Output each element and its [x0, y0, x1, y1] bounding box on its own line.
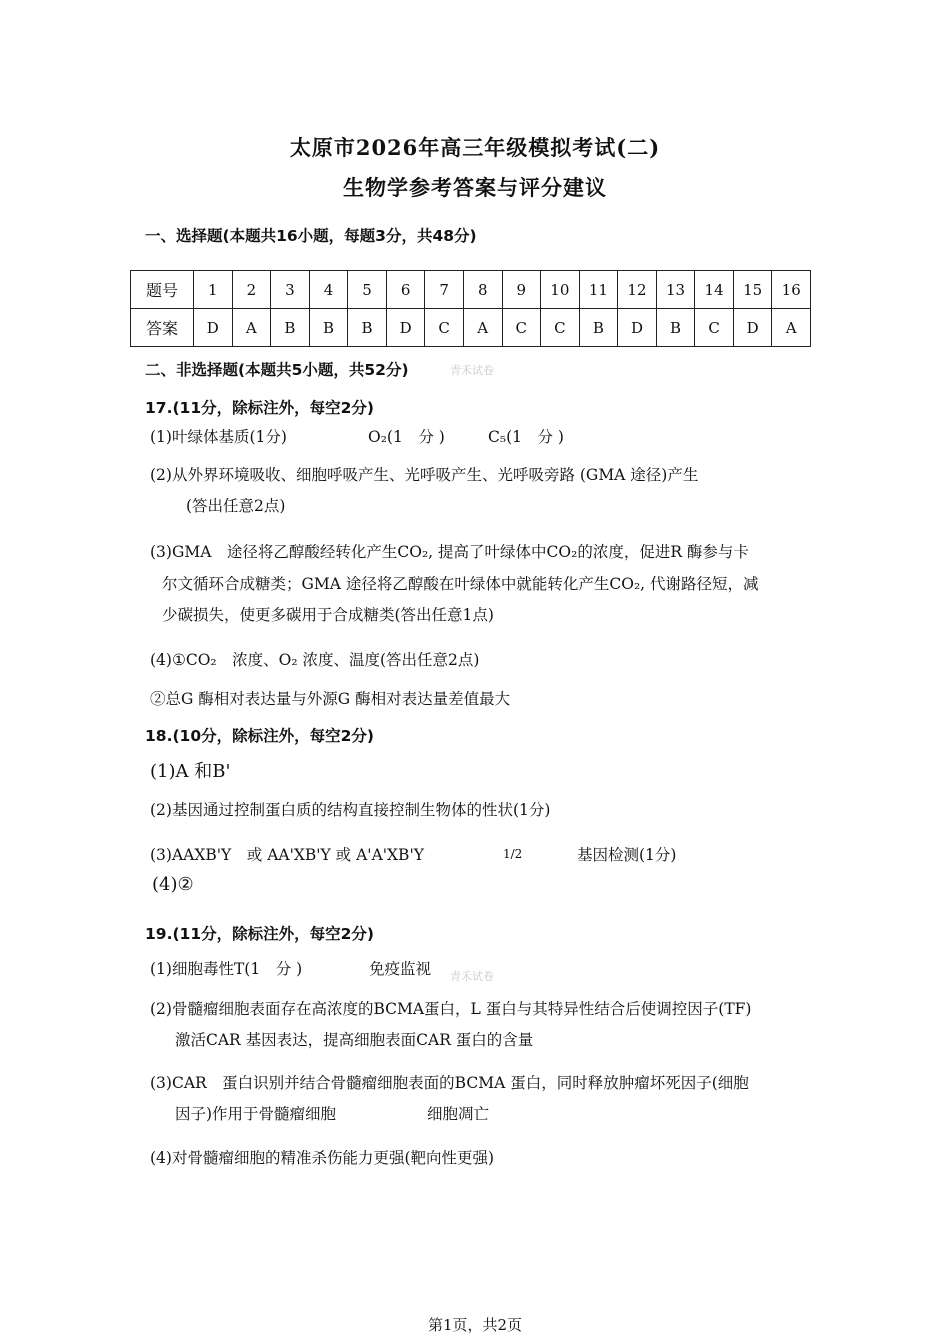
q17-part4-line1: (4)①CO₂ 浓度、O₂ 浓度、温度(答出任意2点): [150, 651, 480, 669]
answer-cell: D: [386, 309, 425, 347]
question-number-cell: 5: [348, 271, 387, 309]
answer-cell: A: [772, 309, 811, 347]
row-label-number: 题号: [131, 271, 194, 309]
q17-part1-answer: (1)叶绿体基质(1分): [150, 428, 287, 446]
question-number-cell: 15: [733, 271, 772, 309]
question-number-cell: 6: [386, 271, 425, 309]
question-number-cell: 11: [579, 271, 618, 309]
watermark: 青禾试卷: [450, 970, 494, 983]
answer-cell: D: [194, 309, 233, 347]
question-number-cell: 12: [618, 271, 657, 309]
q18-part3-answer3: 基因检测(1分): [577, 846, 677, 864]
q18-part1-answer: (1)A 和B': [150, 761, 231, 782]
q18-heading: 18.(10分，除标注外，每空2分): [145, 727, 374, 745]
q18-part2-answer: (2)基因通过控制蛋白质的结构直接控制生物体的性状(1分): [150, 801, 551, 819]
section1-heading: 一、选择题(本题共16小题，每题3分，共48分): [145, 227, 477, 245]
q17-part3-line2: 尔文循环合成糖类；GMA 途径将乙醇酸在叶绿体中就能转化产生CO₂, 代谢路径短，减: [162, 575, 759, 593]
answer-cell: B: [656, 309, 695, 347]
q19-part2-line1: (2)骨髓瘤细胞表面存在高浓度的BCMA蛋白，L 蛋白与其特异性结合后使调控因子(TF): [150, 1000, 752, 1018]
q17-part1-answer3: C₅(1 分 ): [488, 428, 564, 446]
answer-cell: D: [733, 309, 772, 347]
page-subtitle: 生物学参考答案与评分建议: [343, 175, 607, 200]
answer-cell: A: [463, 309, 502, 347]
answer-cell: C: [541, 309, 580, 347]
question-number-cell: 10: [541, 271, 580, 309]
answer-cell: B: [309, 309, 348, 347]
q18-part3-answer1: (3)AAXB'Y 或 AA'XB'Y 或 A'A'XB'Y: [150, 846, 424, 864]
question-number-cell: 16: [772, 271, 811, 309]
answer-row: [131, 309, 811, 347]
question-number-cell: 3: [271, 271, 310, 309]
q19-part3-line2: 因子)作用于骨髓瘤细胞: [175, 1105, 337, 1123]
answer-table: [130, 270, 811, 347]
answer-cell: C: [425, 309, 464, 347]
q19-part3-line1: (3)CAR 蛋白识别并结合骨髓瘤细胞表面的BCMA 蛋白，同时释放肿瘤坏死因子(细胞: [150, 1074, 749, 1092]
question-number-cell: 7: [425, 271, 464, 309]
q18-part3-answer2: 1/2: [503, 847, 523, 861]
q17-part2-line2: (答出任意2点): [186, 497, 286, 515]
answer-cell: C: [502, 309, 541, 347]
answer-cell: B: [271, 309, 310, 347]
q17-heading: 17.(11分，除标注外，每空2分): [145, 399, 374, 417]
q19-part1-answer1: (1)细胞毒性T(1 分 ): [150, 960, 303, 978]
answer-cell: D: [618, 309, 657, 347]
page-footer: 第1页，共2页: [427, 1316, 523, 1334]
answer-cell: B: [579, 309, 618, 347]
q17-part1-answer2: O₂(1 分 ): [368, 428, 445, 446]
question-number-cell: 1: [194, 271, 233, 309]
question-number-row: [131, 271, 811, 309]
question-number-cell: 9: [502, 271, 541, 309]
row-label-answer: 答案: [131, 309, 194, 347]
q17-part3-line1: (3)GMA 途径将乙醇酸经转化产生CO₂, 提高了叶绿体中CO₂的浓度，促进R 酶参与卡: [150, 543, 749, 561]
q17-part4-line2: ②总G 酶相对表达量与外源G 酶相对表达量差值最大: [150, 690, 511, 708]
answer-cell: C: [695, 309, 734, 347]
question-number-cell: 2: [232, 271, 271, 309]
answer-cell: A: [232, 309, 271, 347]
section2-heading: 二、非选择题(本题共5小题，共52分): [145, 361, 409, 379]
question-number-cell: 14: [695, 271, 734, 309]
question-number-cell: 8: [463, 271, 502, 309]
q19-heading: 19.(11分，除标注外，每空2分): [145, 925, 374, 943]
q18-part4-answer: (4)②: [152, 874, 194, 895]
q19-part3-answer2: 细胞凋亡: [427, 1105, 490, 1123]
q17-part2-line1: (2)从外界环境吸收、细胞呼吸产生、光呼吸产生、光呼吸旁路 (GMA 途径)产生: [150, 466, 699, 484]
q19-part2-line2: 激活CAR 基因表达，提高细胞表面CAR 蛋白的含量: [175, 1031, 534, 1049]
q19-part4-answer: (4)对骨髓瘤细胞的精准杀伤能力更强(靶向性更强): [150, 1149, 495, 1167]
answer-cell: B: [348, 309, 387, 347]
q19-part1-answer2: 免疫监视: [369, 960, 432, 978]
question-number-cell: 13: [656, 271, 695, 309]
page-title: 太原市2026年高三年级模拟考试(二): [289, 135, 661, 160]
watermark: 青禾试卷: [450, 364, 494, 377]
question-number-cell: 4: [309, 271, 348, 309]
q17-part3-line3: 少碳损失，使更多碳用于合成糖类(答出任意1点): [162, 606, 494, 624]
